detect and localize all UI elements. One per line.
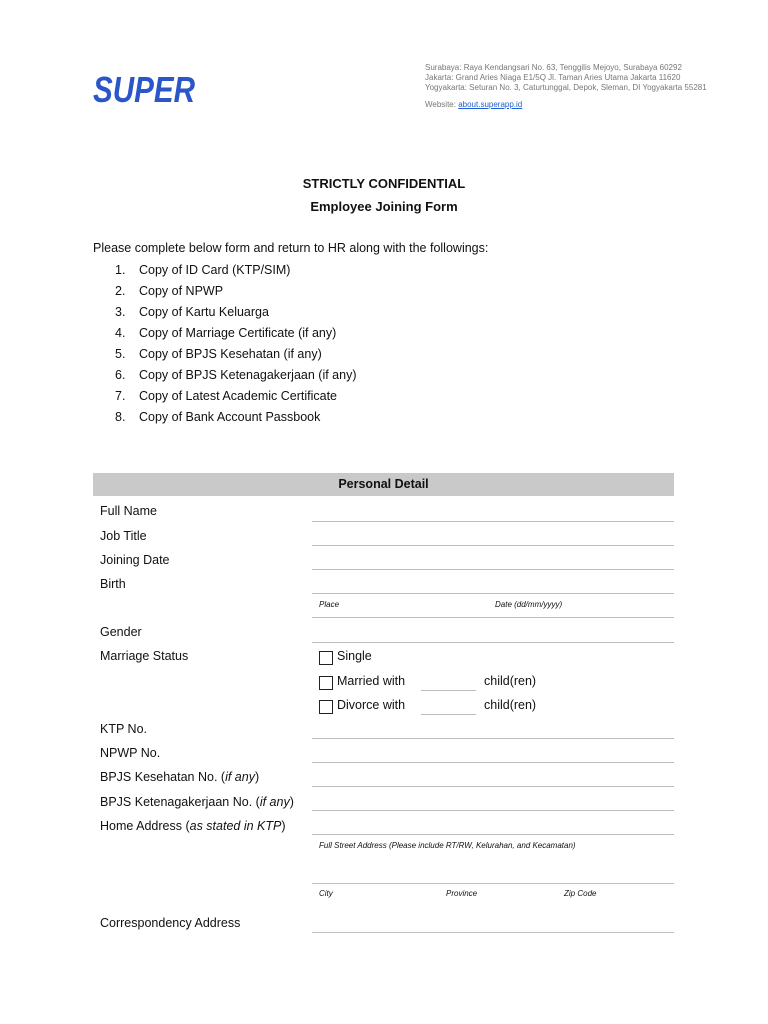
ktp-label: KTP No. <box>100 722 148 736</box>
company-addresses <box>425 63 745 110</box>
marriage-status-label: Marriage Status <box>100 649 189 663</box>
married-option-label: Married with <box>337 674 406 688</box>
province-hint: Province <box>446 889 478 898</box>
divorce-checkbox[interactable] <box>319 700 333 714</box>
section-title: Personal Detail <box>338 477 429 491</box>
bpjs-ketenagakerjaan-field[interactable] <box>312 810 674 811</box>
street-address-hint: Full Street Address (Please include RT/RW, Kelurahan, and Kecamatan) <box>319 841 576 850</box>
svg-text:SUPER: SUPER <box>93 69 196 110</box>
job-title-field[interactable] <box>312 545 674 546</box>
list-item: 2. Copy of NPWP <box>115 284 224 298</box>
street-address-field[interactable] <box>312 883 674 884</box>
married-children-label: child(ren) <box>484 674 537 688</box>
zip-code-hint: Zip Code <box>564 889 597 898</box>
requirements-list <box>115 263 356 431</box>
list-item: 7. Copy of Latest Academic Certificate <box>115 389 338 403</box>
super-logo <box>93 66 197 110</box>
full-name-label: Full Name <box>100 504 157 518</box>
birth-place-hint: Place <box>319 600 340 609</box>
divorce-option-label: Divorce with <box>337 698 406 712</box>
birth-hint-line <box>312 617 674 618</box>
intro-text: Please complete below form and return to HR along with the followings: <box>93 241 489 255</box>
confidential-heading: STRICTLY CONFIDENTIAL <box>302 176 466 191</box>
address-jakarta: Jakarta: Grand Aries Niaga E1/5Q Jl. Taman Aries Utama Jakarta 11620 <box>425 73 681 82</box>
gender-field[interactable] <box>312 642 674 643</box>
city-hint: City <box>319 889 333 898</box>
form-title: Employee Joining Form <box>310 199 458 214</box>
list-item: 8. Copy of Bank Account Passbook <box>115 410 321 424</box>
npwp-field[interactable] <box>312 762 674 763</box>
list-item: 3. Copy of Kartu Keluarga <box>115 305 269 319</box>
website-line <box>425 100 745 110</box>
correspondency-address-field[interactable] <box>312 932 674 933</box>
birth-date-hint: Date (dd/mm/yyyy) <box>495 600 563 609</box>
bpjs-kesehatan-field[interactable] <box>312 786 674 787</box>
website-label: Website: <box>425 100 459 109</box>
home-address-label: Home Address (as stated in KTP) <box>100 819 286 833</box>
list-item: 4. Copy of Marriage Certificate (if any) <box>115 326 337 340</box>
bpjs-kesehatan-label: BPJS Kesehatan No. (if any) <box>100 770 260 784</box>
gender-label: Gender <box>100 625 142 639</box>
list-item: 1. Copy of ID Card (KTP/SIM) <box>115 263 291 277</box>
married-children-count-field[interactable] <box>421 690 476 691</box>
joining-date-label: Joining Date <box>100 553 170 567</box>
npwp-label: NPWP No. <box>100 746 161 760</box>
single-checkbox[interactable] <box>319 651 333 665</box>
joining-date-field[interactable] <box>312 569 674 570</box>
married-checkbox[interactable] <box>319 676 333 690</box>
full-name-field[interactable] <box>312 521 674 522</box>
website-link[interactable]: about.superapp.id <box>458 100 523 109</box>
ktp-field[interactable] <box>312 738 674 739</box>
list-item: 5. Copy of BPJS Kesehatan (if any) <box>115 347 322 361</box>
divorce-children-count-field[interactable] <box>421 714 476 715</box>
personal-detail-header <box>93 473 674 496</box>
divorce-children-label: child(ren) <box>484 698 537 712</box>
birth-label: Birth <box>100 577 126 591</box>
birth-field[interactable] <box>312 593 674 594</box>
single-option-label: Single <box>337 649 372 663</box>
home-address-field[interactable] <box>312 834 674 835</box>
list-item: 6. Copy of BPJS Ketenagakerjaan (if any) <box>115 368 357 382</box>
correspondency-address-label: Correspondency Address <box>100 916 241 930</box>
job-title-label: Job Title <box>100 529 147 543</box>
address-yogyakarta: Yogyakarta: Seturan No. 3, Caturtunggal, Depok, Sleman, DI Yogyakarta 55281 <box>425 83 707 92</box>
address-surabaya: Surabaya: Raya Kendangsari No. 63, Tenggilis Mejoyo, Surabaya 60292 <box>425 63 682 72</box>
bpjs-ketenagakerjaan-label: BPJS Ketenagakerjaan No. (if any) <box>100 795 294 809</box>
